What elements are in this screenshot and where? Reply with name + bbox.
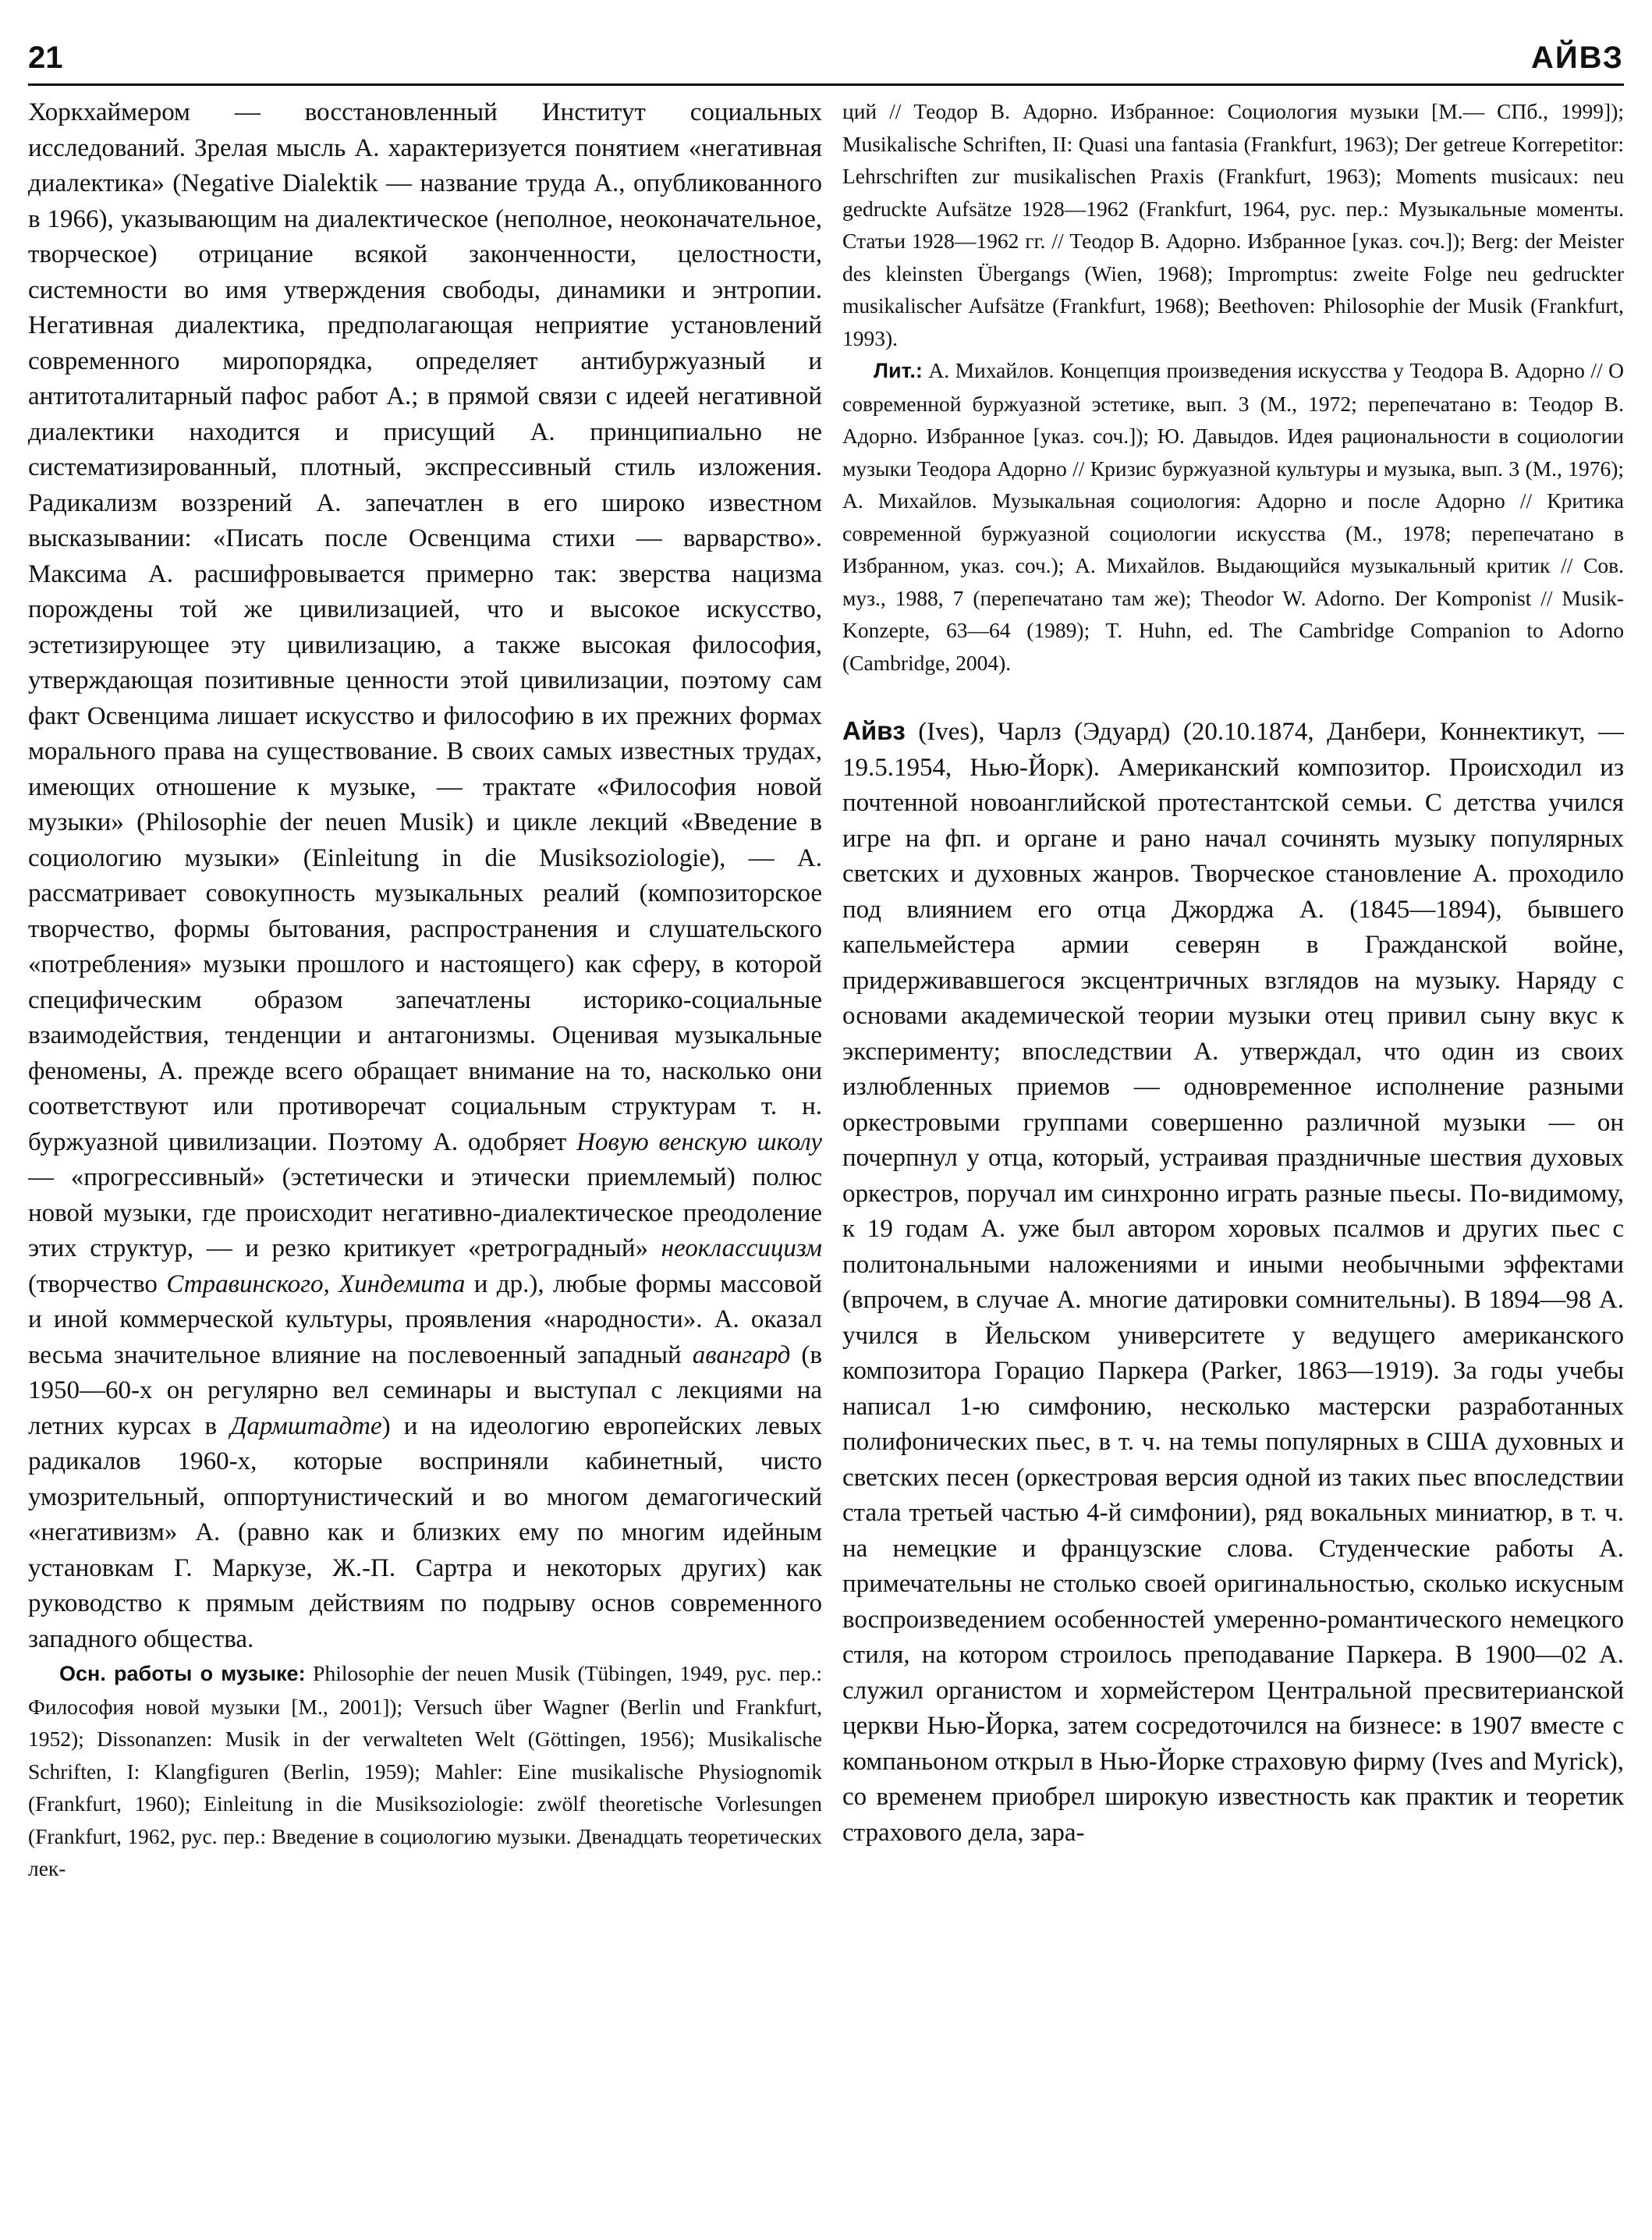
page-header [28,41,1624,87]
adorno-main-text [28,95,822,1657]
literature-text: А. Михайлов. Концепция произведения искусства у Теодора В. Адорно // О современной буржуазной эстетике, вып. 3 (М., 1972; перепечатано в: Теодор В. Адорно. Избранное [указ. соч.]); Ю. Давыдов. Идея рациональности в социологии музыки Теодора Адорно // Кризис буржуазной культуры и музыка, вып. 3 (М., 1976); А. Михайлов. Музыкальная социология: Адорно и после Адорно // Критика современной буржуазной социологии искусства (М., 1978; перепечатано в Избранном, указ. соч.); А. Михайлов. Выдающийся музыкальный критик // Сов. муз., 1988, 7 (перепечатано там же); Theodor W. Adorno. Der Komponist // Musik-Konzepte, 63—64 (1989); T. Huhn, ed. The Cambridge Companion to Adorno (Cambridge, 2004). [842,358,1624,675]
running-title: АЙВЗ [1530,41,1624,75]
right-column [842,95,1624,2209]
text-run: ) и на идеологию европейских левых радикалов 1960-х, которые восприняли кабинетный, чисто умозрительный, оппортунистический и во многом демагогический «негативизм» А. (равно как и близких ему по многим идейным установкам Г. Маркузе, Ж.-П. Сартра и некоторых других) как руководство к прямым действиям по подрыву основ современного западного общества. [28,1411,822,1653]
adorno-works [28,1657,822,1885]
adorno-works-continued: ций // Теодор В. Адорно. Избранное: Социология музыки [М.— СПб., 1999]); Musikalische Schriften, II: Quasi una fantasia (Frankfurt, 1963); Der getreue Korrepetitor: Lehrschriften zur musikalischen Praxis (Frankfurt, 1963); Moments musicaux: neu gedruckte Aufsätze 1928—1962 (Frankfurt, 1964, рус. пер.: Музыкальные моменты. Статьи 1928—1962 гг. // Теодор В. Адорно. Избранное [указ. соч.]); Berg: der Meister des kleinsten Übergangs (Wien, 1968); Impromptus: zweite Folge neu gedruckter musikalischer Aufsätze (Frankfurt, 1968); Beethoven: Philosophie der Musik (Frankfurt, 1993). [842,99,1624,350]
entry-separator [842,679,1624,713]
page-number: 21 [28,41,63,75]
text-run-italic: авангард [692,1340,791,1369]
literature-label: Лит.: [874,359,923,382]
ives-entry [842,713,1624,1851]
works-label: Осн. работы о музыке: [59,1662,306,1685]
adorno-literature [842,354,1624,679]
text-run: (творчество [28,1269,167,1298]
ives-text: (Ives), Чарлз (Эдуард) (20.10.1874, Данбери, Коннектикут, — 19.5.1954, Нью-Йорк). Американский композитор. Происходил из почтенной новоанглийской протестантской семьи. С детства учился игре на фп. и органе и рано начал сочинять музыку популярных светских и духовных жанров. Творческое становление А. проходило под влиянием его отца Джорджа А. (1845—1894), бывшего капельмейстера армии северян в Гражданской войне, придерживавшегося эксцентричных взглядов на музыку. Наряду с основами академической теории музыки отец привил сыну вкус к эксперименту; впоследствии А. утверждал, что один из своих излюбленных приемов — одновременное исполнение разными оркестровыми группами совершенно различной музыки — он почерпнул у отца, который, устраивая праздничные шествия духовых оркестров, поручал им синхронно играть разные пьесы. По-видимому, к 19 годам А. уже был автором хоровых псалмов и других пьес с политональными наложениями и иными необычными эффектами (впрочем, в случае А. многие датировки сомнительны). В 1894—98 А. учился в Йельском университете у ведущего американского композитора Горацио Паркера (Parker, 1863—1919). За годы учебы написал 1-ю симфонию, несколько мастерски разработанных полифонических пьес, в т. ч. на темы популярных в США духовных и светских песен (оркестровая версия одной из таких пьес впоследствии стала третьей частью 4-й симфонии), ряд вокальных миниатюр, в т. ч. на немецкие и французские слова. Студенческие работы А. примечательны не столько своей оригинальностью, сколько искусным воспроизведением особенностей умеренно-романтического немецкого стиля, на котором строилось преподавание Паркера. В 1900—02 А. служил органистом и хормейстером Центральной пресвитерианской церкви Нью-Йорка, затем сосредоточился на бизнесе: в 1907 вместе с компаньоном открыл в Нью-Йорке страховую фирму (Ives and Myrick), со временем приобрел широкую известность как практик и теоретик страхового дела, зара- [842,718,1624,1847]
text-run-italic: Стравинского, Хиндемита [166,1269,466,1298]
works-text: Philosophie der neuen Musik (Tübingen, 1949, рус. пер.: Философия новой музыки [М., 2001]); Versuch über Wagner (Berlin und Frankfurt, 1952); Dissonanzen: Musik in der verwalteten Welt (Göttingen, 1956); Musikalische Schriften, I: Klangfiguren (Berlin, 1959); Mahler: Eine musikalische Physiognomik (Frankfurt, 1960); Einleitung in die Musiksoziologie: zwölf theoretische Vorlesungen (Frankfurt, 1962, рус. пер.: Введение в социологию музыки. Двенадцать теоретических лек- [28,1661,822,1880]
ives-headword: Айвз [842,716,906,745]
text-run: (в 1950—60-х он регулярно вел семинары и выступал с лекциями на летних курсах в [28,1340,822,1440]
text-run: и др.), любые формы массовой и иной коммерческой культуры, проявления «народности». А. оказал весьма значительное влияние на послевоенный западный [28,1269,822,1369]
text-run: Хоркхаймером — восстановленный Институт социальных исследований. Зрелая мысль А. характеризуется понятием «негативная диалектика» (Negative Dialektik — название труда А., опубликованного в 1966), указывающим на диалектическое (неполное, неоконачательное, творческое) отрицание всякой законченности, целостности, системности во имя утверждения свободы, динамики и энтропии. Негативная диалектика, предполагающая неприятие установлений современного миропорядка, определяет антибуржуазный и антитоталитарный пафос работ А.; в прямой связи с идеей негативной диалектики находится и присущий А. принципиально не систематизированный, плотный, экспрессивный стиль изложения. Радикализм воззрений А. запечатлен в его широко известном высказывании: «Писать после Освенцима стихи — варварство». Максима А. расшифровывается примерно так: зверства нацизма порождены той же цивилизацией, что и высокое искусство, эстетизирующее эту цивилизацию, а также высокая философия, утверждающая позитивные ценности этой цивилизации, поэтому сам факт Освенцима лишает искусство и философию в их прежних формах морального права на существование. В своих самых известных трудах, имеющих отношение к музыке, — трактате «Философия новой музыки» (Philosophie der neuen Musik) и цикле лекций «Введение в социологию музыки» (Einleitung in die Musiksoziologie), — А. рассматривает совокупность музыкальных реалий (композиторское творчество, формы бытования, распространения и слушательского «потребления» музыки прошлого и настоящего) как сферу, в которой специфическим образом запечатлены историко-социальные взаимодействия, тенденции и антагонизмы. Оценивая музыкальные феномены, А. прежде всего обращает внимание на то, насколько они соответствуют или противоречат социальным структурам т. н. буржуазной цивилизации. Поэтому А. одобряет [28,98,822,1156]
text-run: — «прогрессивный» (эстетически и этически приемлемый) полюс новой музыки, где происходит негативно-диалектическое преодоление этих структур, — и резко критикует «ретроградный» [28,1163,822,1262]
text-run-italic: Дармштадте [230,1411,382,1440]
text-run-italic: неоклассицизм [661,1234,822,1262]
text-run-italic: Новую венскую школу [576,1127,822,1156]
header-rule [28,83,1624,86]
left-column [28,95,822,2209]
